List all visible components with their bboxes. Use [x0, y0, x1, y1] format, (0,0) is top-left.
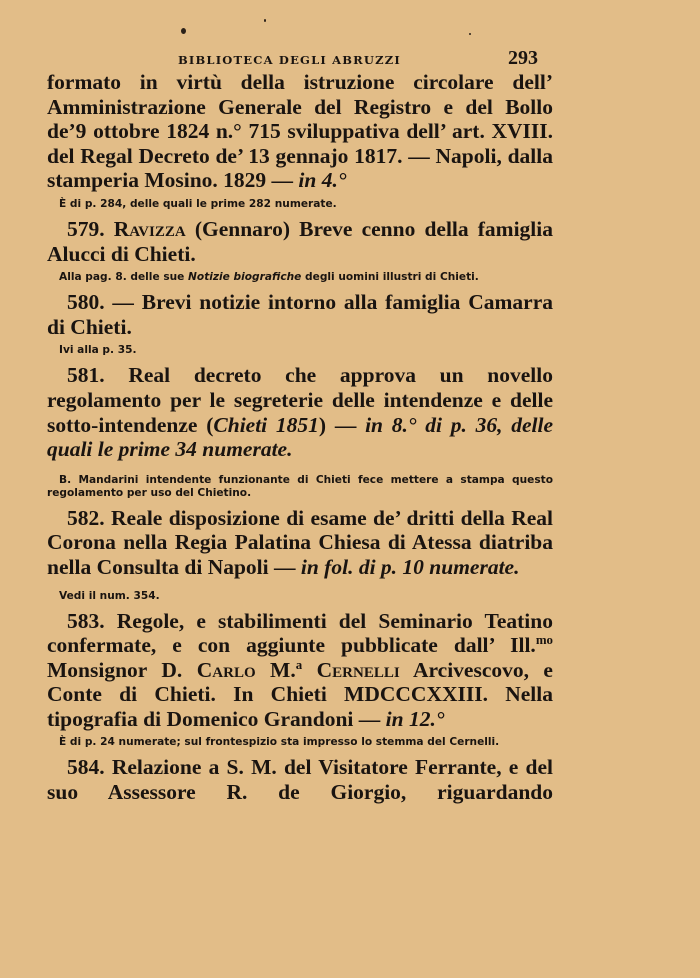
- entry-note: Ivi alla p. 35.: [59, 344, 137, 357]
- superscript: a: [295, 657, 303, 672]
- entry-text: [47, 506, 553, 580]
- ink-speck: [264, 19, 266, 22]
- entry-text: [47, 609, 553, 732]
- entry-number: 580.: [67, 290, 105, 315]
- entry-text-segment: Relazione a S. M. del Visitatore Ferrante, e del suo Assessore R. de Giorgio, riguardando: [47, 755, 553, 805]
- running-title: BIBLIOTECA DEGLI ABRUZZI: [178, 53, 401, 67]
- entry-582: [47, 506, 553, 603]
- entry-note: B. Mandarini intendente funzionante di Chieti fece mettere a stampa questo regolamento per uso del Chietino.: [47, 473, 553, 499]
- entry-580: [47, 290, 553, 357]
- entry-format: in fol. di p. 10 numerate.: [300, 554, 520, 579]
- ink-speck: [181, 28, 186, 34]
- entry-text-segment: — Brevi notizie intorno alla famiglia Camarra di Chieti.: [47, 290, 553, 339]
- entry-number: 582.: [67, 505, 105, 530]
- entry-format: in 8.° di p. 36, delle quali le prime 34 numerate.: [47, 412, 553, 462]
- entry-note: [47, 271, 553, 284]
- entry-584: [47, 755, 553, 804]
- entry-581: [47, 363, 553, 499]
- entry-579: [47, 217, 553, 284]
- entry-text: [47, 217, 553, 266]
- entry-place-date: Chieti 1851: [213, 412, 319, 437]
- ink-speck: [469, 33, 471, 35]
- entry-number: 579.: [67, 216, 105, 241]
- entry-text-segment: Reale disposizione di esame de’ dritti della Real Corona nella Regia Palatina Chiesa di Atessa diatriba nella Consulta di Napoli —: [47, 505, 553, 579]
- entry-text-segment: (Gennaro) Breve cenno della famiglia Alucci di Chieti.: [47, 216, 553, 266]
- entry-note: Vedi il num. 354.: [59, 589, 160, 602]
- entry-text-segment: ) —: [318, 412, 366, 437]
- entry-note: È di p. 24 numerate; sul frontespizio sta impresso lo stemma del Cernelli.: [59, 736, 500, 749]
- entry-text: [47, 290, 553, 339]
- entry-number: 584.: [67, 755, 105, 780]
- person-name: Cernelli: [316, 657, 400, 682]
- superscript: mo: [535, 632, 553, 647]
- entry-text: [47, 755, 553, 804]
- person-name: Carlo M.: [196, 657, 296, 682]
- page-header: [178, 47, 538, 69]
- entry-text-segment: Monsignor D.: [47, 657, 197, 682]
- entry-continuation: [47, 70, 553, 211]
- entry-text-segment: Arcivescovo, e Conte di Chieti. In Chieti MDCCCXXIII. Nella tipografia di Domenico Grandoni —: [47, 657, 553, 731]
- entry-number: 581.: [67, 363, 105, 388]
- page-number: 293: [508, 47, 538, 69]
- entry-text-segment: formato in virtù della istruzione circolare dell’ Amministrazione Generale del Registro e del Bollo de’9 ottobre 1824 n.° 715 sviluppativa dell’ art. XVIII. del Regal Decreto de’ 13 gennajo 1817. — Napoli, dalla stamperia Mosino. 1829 —: [47, 70, 553, 193]
- note-segment: degli uomini illustri di Chieti.: [301, 271, 479, 284]
- entry-583: [47, 609, 553, 750]
- entry-text: [47, 70, 553, 193]
- entry-author: Ravizza: [113, 216, 186, 241]
- entry-text-segment: [302, 658, 316, 682]
- page-body: [47, 70, 553, 805]
- entry-format: in 4.°: [298, 168, 347, 193]
- entry-text: [47, 363, 553, 461]
- note-title: Notizie biografiche: [188, 271, 302, 284]
- note-segment: Alla pag. 8. delle sue: [59, 271, 189, 284]
- entry-format: in 12.°: [385, 706, 445, 731]
- entry-number: 583.: [67, 608, 105, 633]
- entry-note: È di p. 284, delle quali le prime 282 numerate.: [59, 197, 337, 210]
- entry-text-segment: Regole, e stabilimenti del Seminario Teatino confermate, e con aggiunte pubblicate dall’ Ill.: [47, 608, 553, 658]
- entry-text-segment: Real decreto che approva un novello regolamento per le segreterie delle intendenze e delle sotto-intendenze (: [47, 363, 553, 437]
